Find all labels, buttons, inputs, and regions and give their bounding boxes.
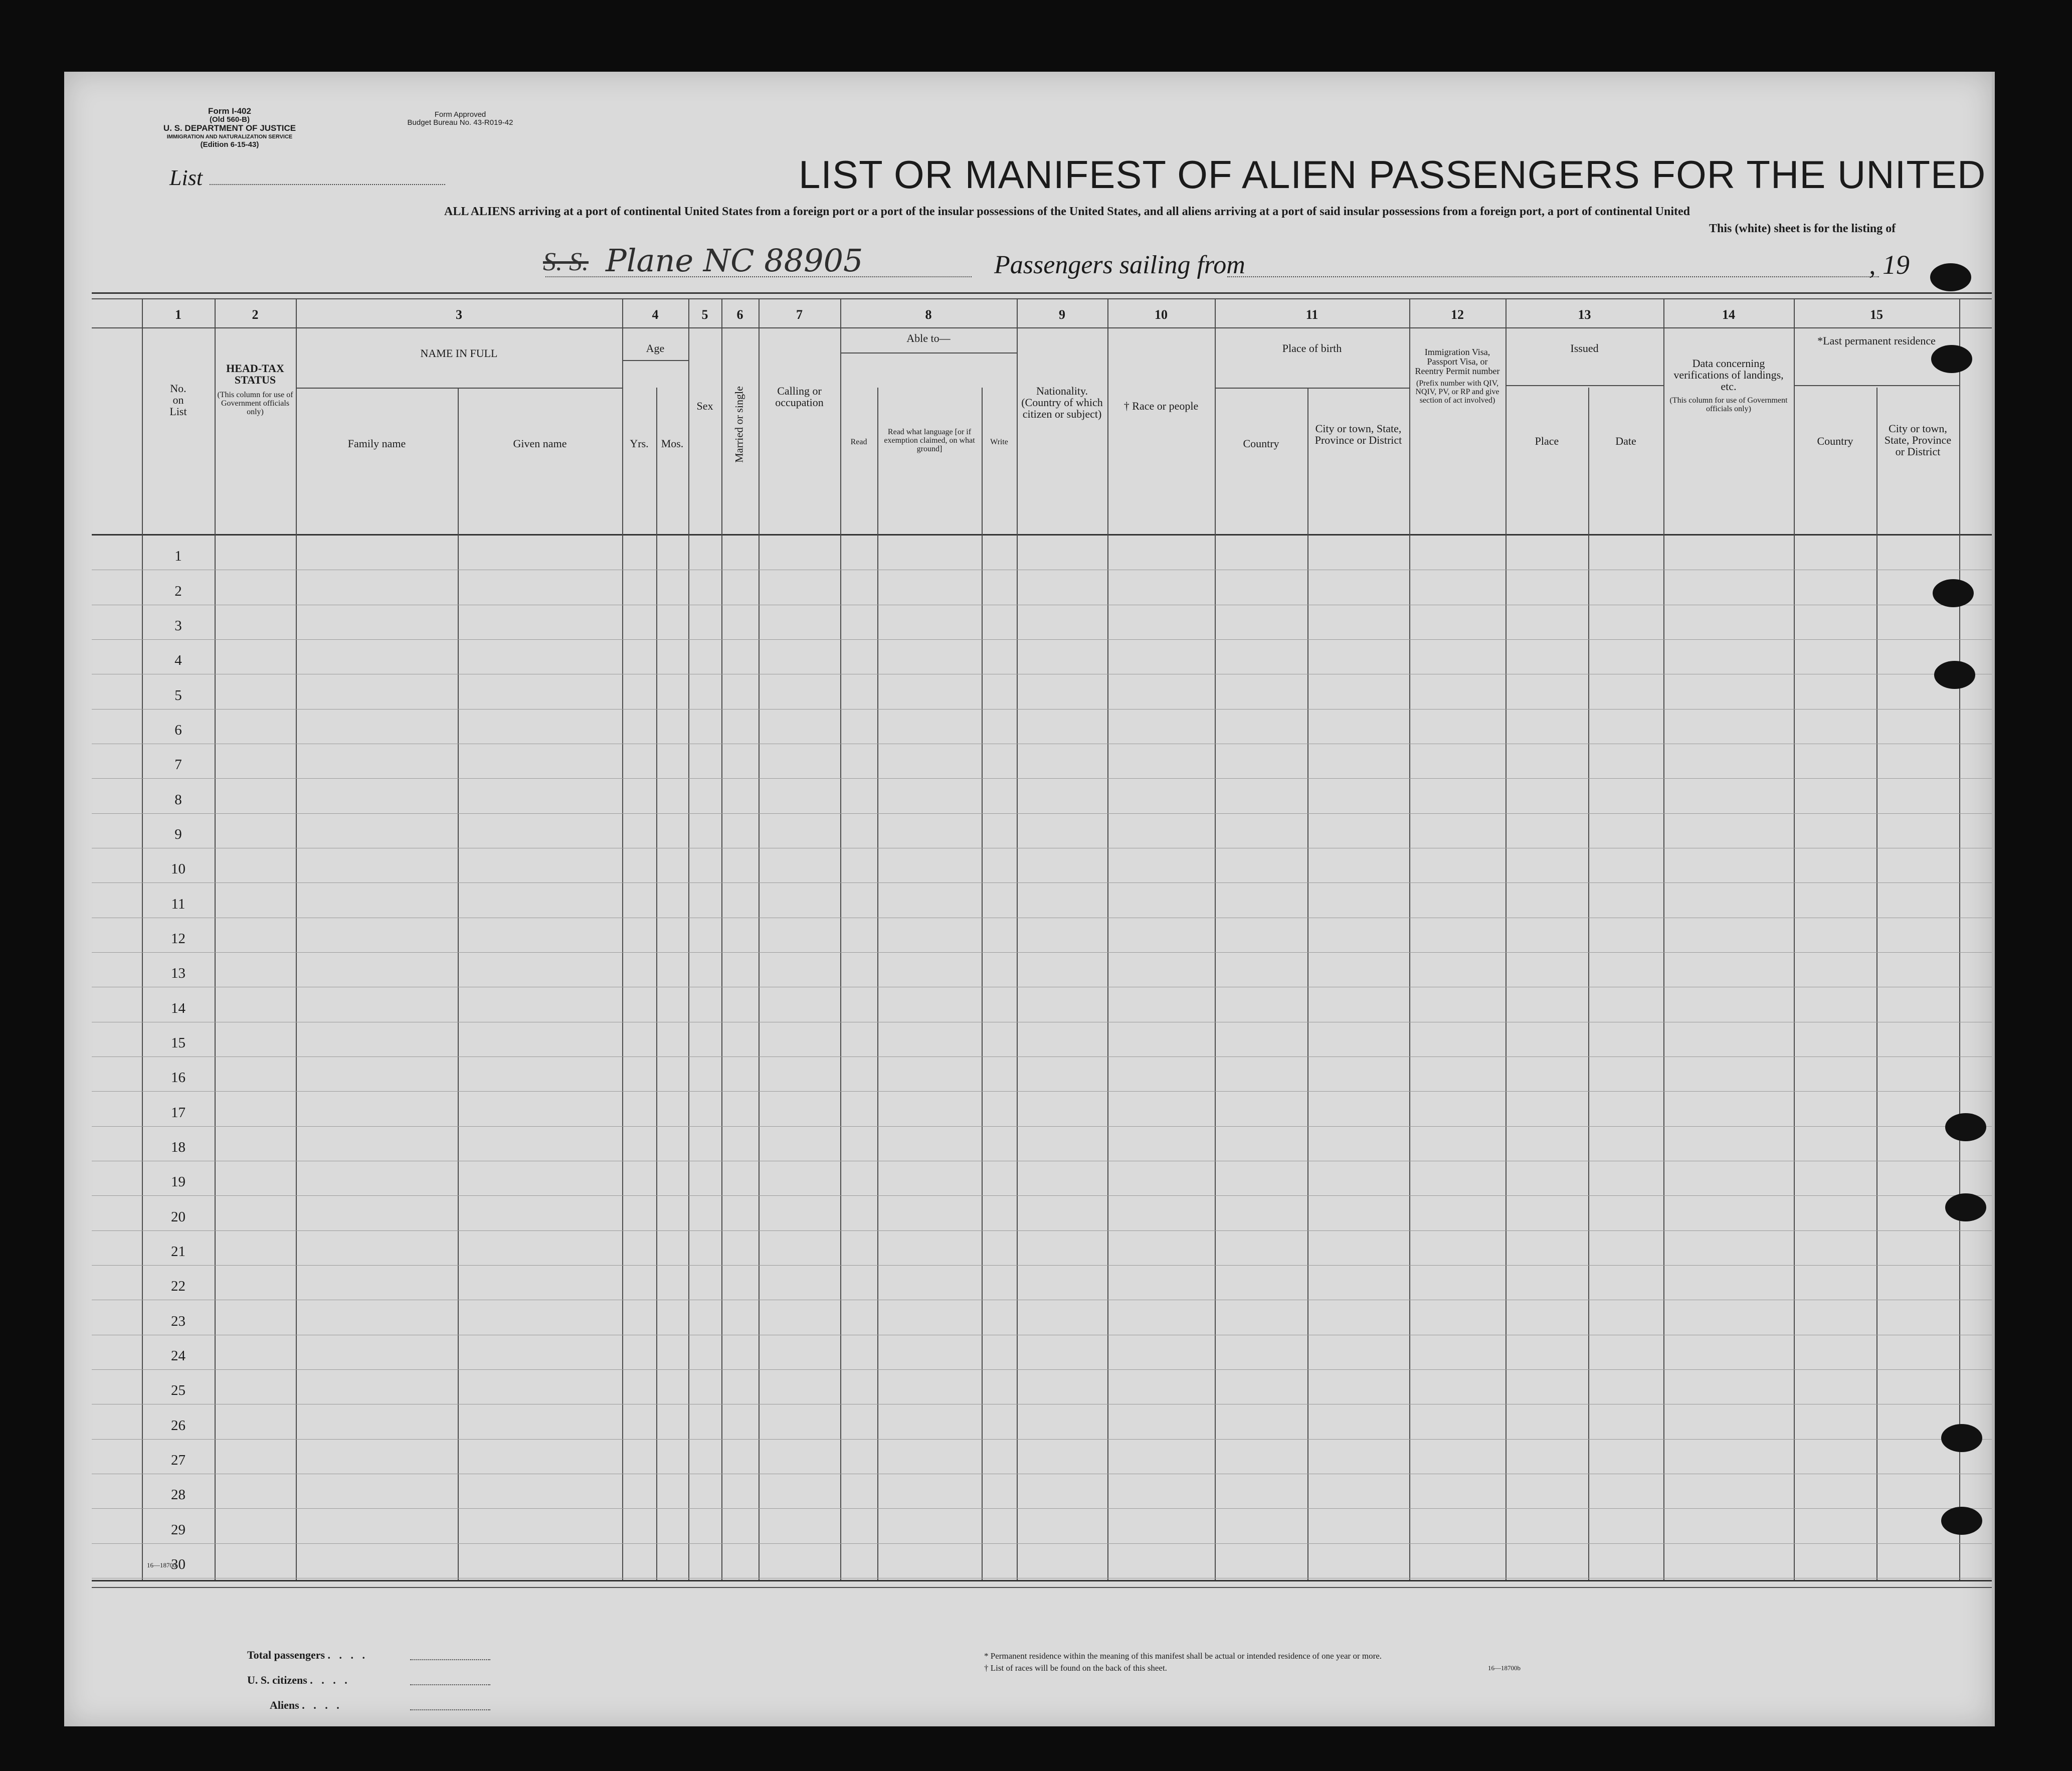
us-citizens-text: U. S. citizens — [247, 1674, 307, 1686]
form-old-number: (Old 560-B) — [209, 115, 250, 124]
col-3-number: 3 — [456, 307, 462, 322]
row-number: 26 — [171, 1417, 185, 1434]
row-number: 25 — [171, 1382, 185, 1399]
punch-hole — [1945, 1193, 1986, 1221]
row-number: 15 — [171, 1034, 185, 1051]
row-number: 13 — [171, 965, 185, 982]
approval-line2: Budget Bureau No. 43-R019-42 — [407, 118, 513, 127]
manifest-table — [92, 292, 1992, 1666]
table-row[interactable] — [92, 1231, 1992, 1266]
row-number: 30 — [171, 1556, 185, 1572]
form-number — [154, 107, 305, 149]
nationality-header: Nationality. (Country of which citizen or subject) — [1021, 385, 1103, 420]
issued-place-header: Place — [1535, 435, 1559, 447]
list-number-field[interactable] — [210, 184, 445, 185]
page-title: LIST OR MANIFEST OF ALIEN PASSENGERS FOR THE UNITED — [799, 152, 1986, 197]
table-row[interactable] — [92, 1196, 1992, 1230]
table-row[interactable] — [92, 779, 1992, 813]
read-header: Read — [850, 438, 867, 446]
table-row[interactable] — [92, 744, 1992, 779]
col-2-header — [217, 363, 293, 416]
able-to-header: Able to— — [906, 332, 951, 344]
col-7-number: 7 — [796, 307, 803, 322]
service-name: IMMIGRATION AND NATURALIZATION SERVICE — [166, 134, 293, 140]
punch-hole — [1945, 1113, 1986, 1141]
row-number: 14 — [171, 1000, 185, 1016]
row-number: 3 — [174, 617, 182, 634]
col-4-number: 4 — [652, 307, 659, 322]
issued-date-header: Date — [1615, 435, 1636, 447]
row-number: 2 — [174, 583, 182, 599]
table-row[interactable] — [92, 1266, 1992, 1300]
table-row[interactable] — [92, 710, 1992, 744]
print-code: 16—18700 — [147, 1561, 176, 1569]
footnote-races: † List of races will be found on the back of this sheet. — [984, 1663, 1167, 1673]
row-number: 12 — [171, 930, 185, 947]
row-number: 24 — [171, 1347, 185, 1364]
us-citizens-field[interactable] — [410, 1684, 490, 1685]
table-row[interactable] — [92, 1092, 1992, 1126]
us-citizens-label: U. S. citizens . . . . — [247, 1674, 350, 1686]
read-language-header: Read what language [or if exemption claimed, on what ground] — [884, 428, 975, 453]
ss-prefix: S. S. — [543, 248, 589, 276]
manifest-sheet — [64, 72, 1995, 1726]
issued-header: Issued — [1570, 342, 1599, 355]
row-number: 9 — [174, 826, 182, 842]
age-years-header: Yrs. — [630, 437, 649, 450]
place-of-birth-header: Place of birth — [1282, 342, 1342, 355]
edition-date: (Edition 6-15-43) — [200, 140, 259, 149]
sailing-from-field[interactable] — [1227, 276, 1879, 277]
given-name-header: Given name — [513, 437, 567, 450]
head-tax-title: HEAD-TAX STATUS — [226, 362, 284, 386]
table-row[interactable] — [92, 536, 1992, 570]
subtitle-rest: arriving at a port of continental United States from a foreign port or a port of the insular possessions of the United States, and all aliens arriving at a port of said insular possessions from a foreign port, a port of continental United — [518, 205, 1690, 218]
table-row[interactable] — [92, 1370, 1992, 1404]
punch-hole — [1930, 263, 1971, 291]
table-row[interactable] — [92, 570, 1992, 605]
col-13-number: 13 — [1578, 307, 1591, 322]
table-row[interactable] — [92, 883, 1992, 918]
row-number: 6 — [174, 722, 182, 738]
head-tax-note: (This column for use of Government officials only) — [217, 391, 293, 416]
department-name: U. S. DEPARTMENT OF JUSTICE — [163, 123, 296, 133]
row-number: 28 — [171, 1487, 185, 1503]
row-number: 19 — [171, 1174, 185, 1190]
table-row[interactable] — [92, 674, 1992, 709]
table-row[interactable] — [92, 1474, 1992, 1509]
family-name-header: Family name — [347, 437, 406, 450]
row-number: 8 — [174, 791, 182, 808]
row-number: 22 — [171, 1278, 185, 1295]
col-11-number: 11 — [1305, 307, 1318, 322]
row-number: 17 — [171, 1104, 185, 1121]
residence-city-header: City or town, State, Province or District — [1884, 422, 1952, 458]
form-number-text: Form I-402 — [208, 106, 251, 116]
print-code-right: 16—18700b — [1488, 1664, 1521, 1672]
col-5-number: 5 — [701, 307, 708, 322]
table-row[interactable] — [92, 953, 1992, 987]
list-label: List — [169, 165, 203, 190]
table-row[interactable] — [92, 1544, 1992, 1578]
table-row[interactable] — [92, 1300, 1992, 1335]
vessel-line — [545, 276, 972, 277]
married-single-header — [721, 379, 759, 463]
married-single-text: Married or single — [732, 386, 745, 463]
table-row[interactable] — [92, 1127, 1992, 1161]
total-passengers-text: Total passengers — [247, 1649, 325, 1661]
col-15-number: 15 — [1870, 307, 1883, 322]
birth-country-header: Country — [1243, 437, 1279, 450]
row-number: 21 — [171, 1243, 185, 1260]
col-14-number: 14 — [1722, 307, 1735, 322]
row-number: 10 — [171, 861, 185, 877]
aliens-field[interactable] — [410, 1709, 490, 1710]
col-1-header-line2: on — [172, 394, 184, 406]
col-3-header: NAME IN FULL — [420, 347, 498, 360]
punch-hole — [1934, 661, 1975, 689]
row-number: 16 — [171, 1070, 185, 1086]
col-6-number: 6 — [736, 307, 743, 322]
table-row[interactable] — [92, 1404, 1992, 1439]
table-row[interactable] — [92, 1335, 1992, 1370]
col-1-header-line1: No. — [170, 382, 186, 395]
table-row[interactable] — [92, 1440, 1992, 1474]
verification-header-note: (This column for use of Government officials only) — [1669, 396, 1788, 413]
col-10-number: 10 — [1155, 307, 1168, 322]
verification-header-text: Data concerning verifications of landings, etc. — [1673, 357, 1784, 393]
birth-city-header: City or town, State, Province or District — [1314, 422, 1402, 446]
occupation-header: Calling or occupation — [775, 385, 824, 409]
aliens-text: Aliens — [270, 1699, 299, 1711]
row-number: 1 — [174, 548, 182, 565]
vessel-name[interactable]: Plane NC 88905 — [606, 242, 863, 279]
col-12-number: 12 — [1451, 307, 1464, 322]
punch-hole — [1941, 1424, 1982, 1452]
subtitle-line2: This (white) sheet is for the listing of — [1709, 222, 1896, 235]
punch-hole — [1931, 345, 1972, 373]
row-number: 23 — [171, 1313, 185, 1329]
table-row[interactable] — [92, 918, 1992, 953]
aliens-label: Aliens . . . . — [270, 1699, 342, 1711]
total-passengers-field[interactable] — [410, 1659, 490, 1660]
total-passengers-label: Total passengers . . . . — [247, 1649, 368, 1661]
col-8-number: 8 — [925, 307, 932, 322]
race-header: † Race or people — [1123, 400, 1199, 412]
table-row[interactable] — [92, 848, 1992, 883]
col-9-number: 9 — [1059, 307, 1065, 322]
row-number: 18 — [171, 1139, 185, 1155]
approval-block — [385, 111, 535, 127]
row-number: 20 — [171, 1208, 185, 1225]
visa-header — [1412, 347, 1503, 405]
row-number: 29 — [171, 1521, 185, 1538]
verification-header — [1668, 358, 1789, 413]
subtitle-line1 — [444, 205, 1690, 219]
punch-hole — [1933, 579, 1974, 607]
row-number: 5 — [174, 687, 182, 703]
col-2-number: 2 — [252, 307, 259, 322]
table-row[interactable] — [92, 814, 1992, 848]
residence-country-header: Country — [1817, 435, 1853, 447]
col-1-header — [142, 383, 215, 417]
table-row[interactable] — [92, 1057, 1992, 1092]
sailing-from-label: Passengers sailing from — [994, 251, 1245, 279]
col-1-header-line3: List — [169, 405, 187, 418]
row-number: 4 — [174, 652, 182, 669]
row-number: 11 — [171, 896, 185, 912]
table-row[interactable] — [92, 605, 1992, 640]
row-number: 27 — [171, 1452, 185, 1468]
table-row[interactable] — [92, 1022, 1992, 1057]
age-header: Age — [646, 342, 665, 355]
year-label: , 19 — [1869, 250, 1910, 280]
passenger-rows — [92, 536, 1992, 1578]
row-number: 7 — [174, 757, 182, 773]
table-row[interactable] — [92, 1161, 1992, 1196]
last-residence-header: *Last permanent residence — [1817, 334, 1936, 347]
table-row[interactable] — [92, 640, 1992, 674]
col-1-number: 1 — [175, 307, 181, 322]
sex-header: Sex — [696, 400, 713, 412]
visa-header-note: (Prefix number with QIV, NQIV, PV, or RP and give section of act involved) — [1415, 379, 1499, 405]
footnote-residence: * Permanent residence within the meaning of this manifest shall be actual or intended residence of one year or more. — [984, 1651, 1382, 1661]
table-row[interactable] — [92, 987, 1992, 1022]
table-row[interactable] — [92, 1509, 1992, 1543]
punch-hole — [1941, 1507, 1982, 1535]
age-months-header: Mos. — [661, 437, 684, 450]
approval-line1: Form Approved — [434, 110, 486, 119]
write-header: Write — [990, 438, 1008, 446]
subtitle-lead: ALL ALIENS — [444, 205, 516, 218]
visa-header-text: Immigration Visa, Passport Visa, or Reentry Permit number — [1415, 347, 1500, 376]
